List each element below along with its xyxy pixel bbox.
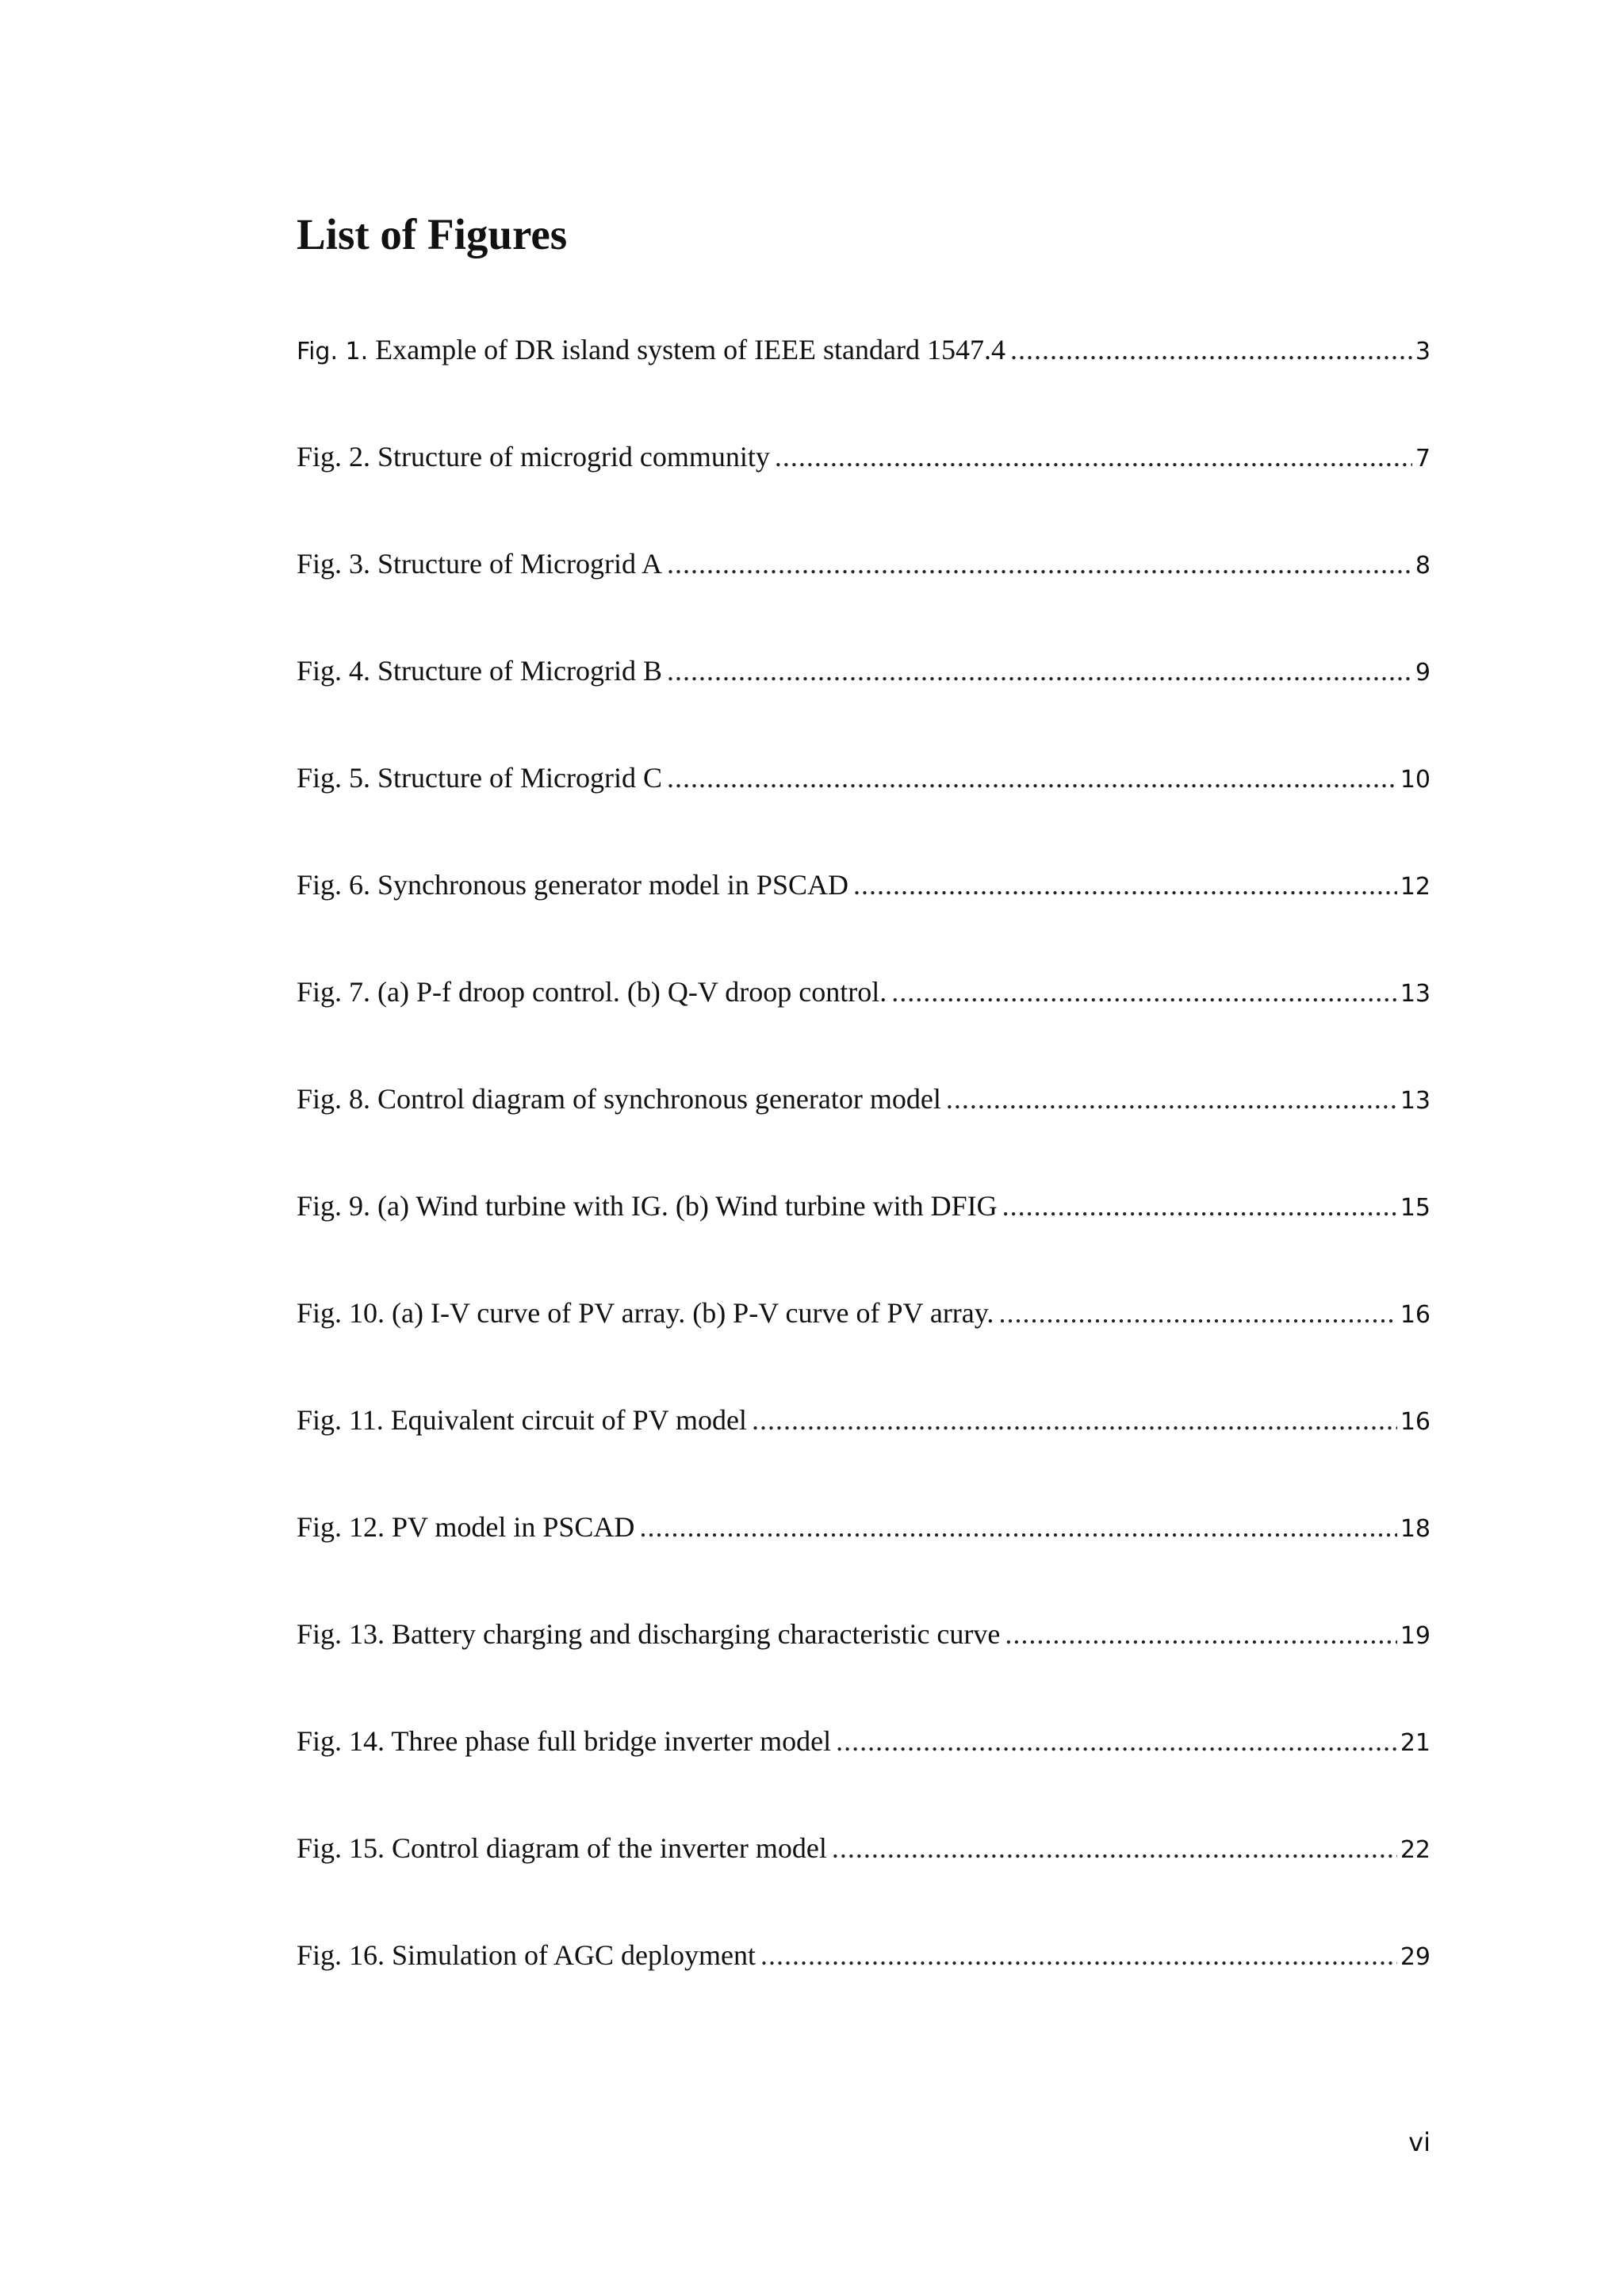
figure-entry[interactable] <box>297 1182 1431 1230</box>
figure-entry-caption: Example of DR island system of IEEE standard 1547.4 <box>368 334 1006 365</box>
figure-entry-page: 16 <box>1400 1408 1431 1436</box>
figure-entry-prefix: Fig. 1. <box>297 338 369 365</box>
figure-entry-page: 7 <box>1415 445 1431 473</box>
figure-entry-title: Fig. 5. Structure of Microgrid C <box>297 762 662 794</box>
figure-entry-page: 10 <box>1400 766 1431 794</box>
figure-entry-title: Fig. 9. (a) Wind turbine with IG. (b) Wind turbine with DFIG <box>297 1190 998 1222</box>
figure-entry[interactable] <box>297 968 1431 1016</box>
figure-entry[interactable] <box>297 1396 1431 1444</box>
dot-leader <box>832 1824 1397 1872</box>
figure-entry-page: 16 <box>1400 1301 1431 1329</box>
figure-entry-title: Fig. 6. Synchronous generator model in PSCAD <box>297 869 848 901</box>
figure-entry-title: Fig. 15. Control diagram of the inverter model <box>297 1832 827 1864</box>
figure-entry[interactable] <box>297 540 1431 587</box>
dot-leader <box>1002 1182 1397 1230</box>
dot-leader <box>775 433 1412 480</box>
figure-entry-page: 22 <box>1400 1836 1431 1864</box>
figure-entry-page: 9 <box>1415 659 1431 687</box>
page-title: List of Figures <box>297 210 568 258</box>
figure-entry[interactable] <box>297 1931 1431 1979</box>
figure-entry[interactable] <box>297 433 1431 480</box>
figure-entry-page: 29 <box>1400 1943 1431 1971</box>
figure-entry-title: Fig. 14. Three phase full bridge inverter model <box>297 1725 832 1757</box>
dot-leader <box>760 1931 1397 1979</box>
figure-entry[interactable] <box>297 861 1431 909</box>
figure-entry-page: 8 <box>1415 552 1431 580</box>
figure-entry[interactable] <box>297 1717 1431 1765</box>
figure-entry[interactable] <box>297 1610 1431 1658</box>
dot-leader <box>946 1075 1397 1123</box>
dot-leader <box>891 968 1397 1016</box>
figure-entry-title: Fig. 2. Structure of microgrid community <box>297 441 770 473</box>
figure-entry-title: Fig. 3. Structure of Microgrid A <box>297 548 662 580</box>
figure-entry[interactable] <box>297 754 1431 802</box>
figure-entry[interactable] <box>297 1289 1431 1337</box>
figure-entry-title: Fig. 10. (a) I-V curve of PV array. (b) P-V curve of PV array. <box>297 1297 994 1329</box>
dot-leader <box>1005 1610 1396 1658</box>
figure-entry[interactable] <box>297 647 1431 695</box>
figure-entry[interactable] <box>297 1503 1431 1551</box>
dot-leader <box>752 1396 1397 1444</box>
figure-entry[interactable] <box>297 326 1431 373</box>
figure-entry-page: 19 <box>1400 1622 1431 1650</box>
dot-leader <box>667 647 1412 695</box>
figure-entry-page: 3 <box>1415 338 1431 365</box>
figure-entry-page: 12 <box>1400 873 1431 901</box>
figure-entry-title: Fig. 12. PV model in PSCAD <box>297 1511 635 1543</box>
figure-entry-title <box>297 326 1005 376</box>
dot-leader <box>667 754 1397 802</box>
figure-entry-page: 18 <box>1400 1515 1431 1543</box>
dot-leader <box>1010 326 1412 373</box>
figure-entry-page: 15 <box>1400 1194 1431 1222</box>
figure-entry-title: Fig. 13. Battery charging and discharging characteristic curve <box>297 1618 1001 1650</box>
figure-entry-title: Fig. 16. Simulation of AGC deployment <box>297 1939 756 1971</box>
figure-entry-page: 13 <box>1400 980 1431 1008</box>
dot-leader <box>836 1717 1397 1765</box>
figure-entry[interactable] <box>297 1075 1431 1123</box>
dot-leader <box>853 861 1397 909</box>
dot-leader <box>639 1503 1396 1551</box>
figure-entry-title: Fig. 7. (a) P-f droop control. (b) Q-V droop control. <box>297 976 887 1008</box>
figure-entry[interactable] <box>297 1824 1431 1872</box>
dot-leader <box>998 1289 1396 1337</box>
figure-entry-page: 21 <box>1400 1729 1431 1757</box>
dot-leader <box>667 540 1412 587</box>
figure-entry-title: Fig. 11. Equivalent circuit of PV model <box>297 1404 747 1436</box>
figure-entry-page: 13 <box>1400 1087 1431 1115</box>
figure-entry-title: Fig. 4. Structure of Microgrid B <box>297 655 662 687</box>
page-number: vi <box>1408 2127 1431 2157</box>
figure-entry-title: Fig. 8. Control diagram of synchronous generator model <box>297 1083 941 1115</box>
